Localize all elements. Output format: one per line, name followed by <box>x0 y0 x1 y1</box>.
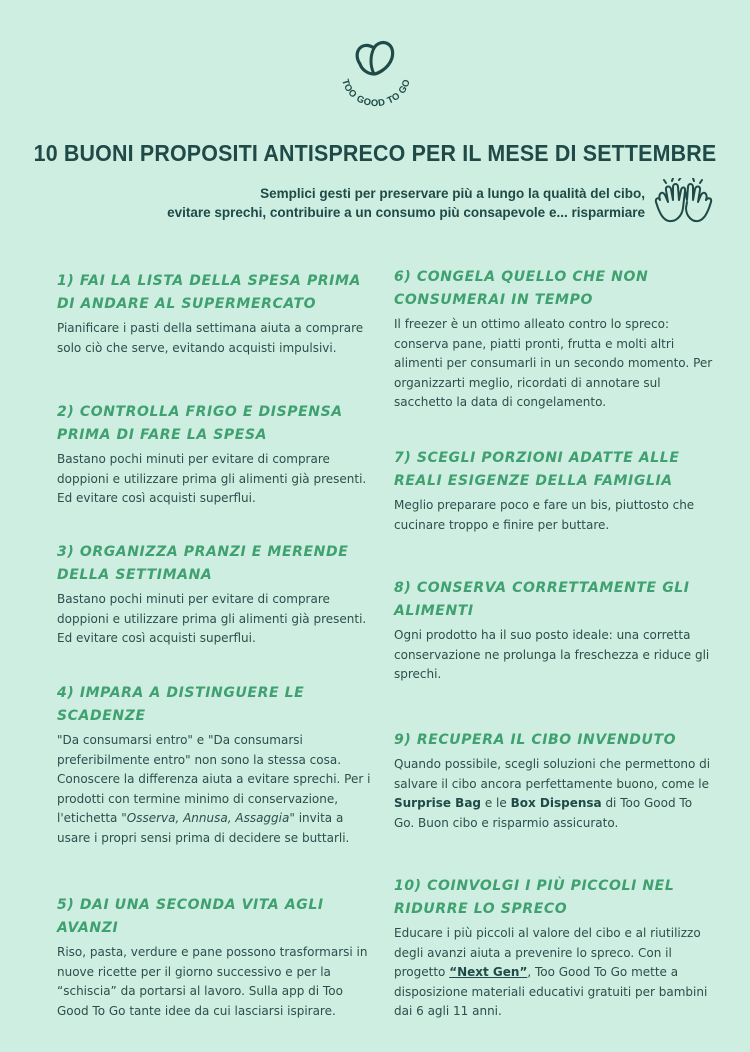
tip-body: Pianificare i pasti della settimana aiuta a comprare solo ciò che serve, evitando acquisti impulsivi. <box>57 321 364 355</box>
tip-4 <box>57 682 375 848</box>
tip-title: 8) CONSERVA CORRETTAMENTE GLI ALIMENTI <box>394 580 690 619</box>
tip-title: 6) CONGELA QUELLO CHE NON CONSUMERAI IN TEMPO <box>394 269 649 308</box>
tip-title: 10) COINVOLGI I PIÙ PICCOLI NEL RIDURRE LO SPRECO <box>394 878 675 917</box>
tip-1 <box>57 270 375 358</box>
tip-title: 2) CONTROLLA FRIGO E DISPENSA PRIMA DI FARE LA SPESA <box>57 404 343 443</box>
tip-body: Bastano pochi minuti per evitare di comprare doppioni e utilizzare prima gli alimenti già presenti. Ed evitare così acquisti superflui. <box>57 452 367 505</box>
page-title: 10 BUONI PROPOSITI ANTISPRECO PER IL MESE DI SETTEMBRE <box>33 140 717 166</box>
tip-title: 9) RECUPERA IL CIBO INVENDUTO <box>394 732 677 748</box>
tip-title: 5) DAI UNA SECONDA VITA AGLI AVANZI <box>57 897 324 936</box>
tip-body: "Da consumarsi entro" e "Da consumarsi preferibilmente entro" non sono la stessa cosa. Conoscere la differenza aiuta a evitare sprechi. Per i prodotti con termine minimo di conservazione, l'etichetta "Osserva, Annusa, Assaggia" invita a usare i propri sensi prima di decidere se buttarli. <box>57 733 371 845</box>
waving-hands-icon <box>652 178 714 226</box>
tip-9 <box>394 729 714 833</box>
too-good-to-go-logo-icon <box>330 36 420 116</box>
tip-2 <box>57 401 375 509</box>
tip-title: 4) IMPARA A DISTINGUERE LE SCADENZE <box>57 685 305 724</box>
tip-title: 1) FAI LA LISTA DELLA SPESA PRIMA DI ANDARE AL SUPERMERCATO <box>57 273 361 312</box>
tip-6 <box>394 266 714 413</box>
subtitle-line-1: Semplici gesti per preservare più a lungo la qualità del cibo, <box>260 186 645 201</box>
next-gen-link[interactable]: “Next Gen” <box>449 965 528 979</box>
tip-10 <box>394 875 714 1022</box>
tip-title: 3) ORGANIZZA PRANZI E MERENDE DELLA SETTIMANA <box>57 544 349 583</box>
tip-body: Bastano pochi minuti per evitare di comprare doppioni e utilizzare prima gli alimenti già presenti. Ed evitare così acquisti superflui. <box>57 592 367 645</box>
tip-7 <box>394 447 714 535</box>
subtitle-line-2: evitare sprechi, contribuire a un consumo più consapevole e... risparmiare <box>167 205 645 220</box>
box-dispensa-text: Box Dispensa <box>510 796 602 810</box>
tip-3 <box>57 541 375 649</box>
subtitle <box>90 184 645 222</box>
tip-8 <box>394 577 714 685</box>
svg-text:TOO GOOD TO GO: TOO GOOD TO GO <box>339 77 413 110</box>
tip-body: Quando possibile, scegli soluzioni che permettono di salvare il cibo ancora perfettamente buono, come le Surprise Bag e le Box Dispensa di Too Good To Go. Buon cibo e risparmio assicurato. <box>394 757 711 830</box>
tip-title: 7) SCEGLI PORZIONI ADATTE ALLE REALI ESIGENZE DELLA FAMIGLIA <box>394 450 680 489</box>
tip-body: Meglio preparare poco e fare un bis, piuttosto che cucinare troppo e finire per buttare. <box>394 498 695 532</box>
surprise-bag-text: Surprise Bag <box>394 796 482 810</box>
tip-body: Ogni prodotto ha il suo posto ideale: una corretta conservazione ne prolunga la freschezza e riduce gli sprechi. <box>394 628 710 681</box>
tip-body: Educare i più piccoli al valore del cibo e al riutilizzo degli avanzi aiuta a prevenire lo spreco. Con il progetto “Next Gen”, Too Good To Go mette a disposizione materiali educativi gratuiti per bambini dai 6 agli 11 anni. <box>394 926 708 1018</box>
tip-5 <box>57 894 375 1021</box>
tip-body: Riso, pasta, verdure e pane possono trasformarsi in nuove ricette per il giorno successivo e per la “schiscia” da portarsi al lavoro. Sulla app di Too Good To Go tante idee da cui lasciarsi ispirare. <box>57 945 368 1018</box>
tip-body: Il freezer è un ottimo alleato contro lo spreco: conserva pane, piatti pronti, frutta e molti altri alimenti per consumarli in un secondo momento. Per organizzarti meglio, ricordati di annotare sul sacchetto la data di congelamento. <box>394 317 713 409</box>
